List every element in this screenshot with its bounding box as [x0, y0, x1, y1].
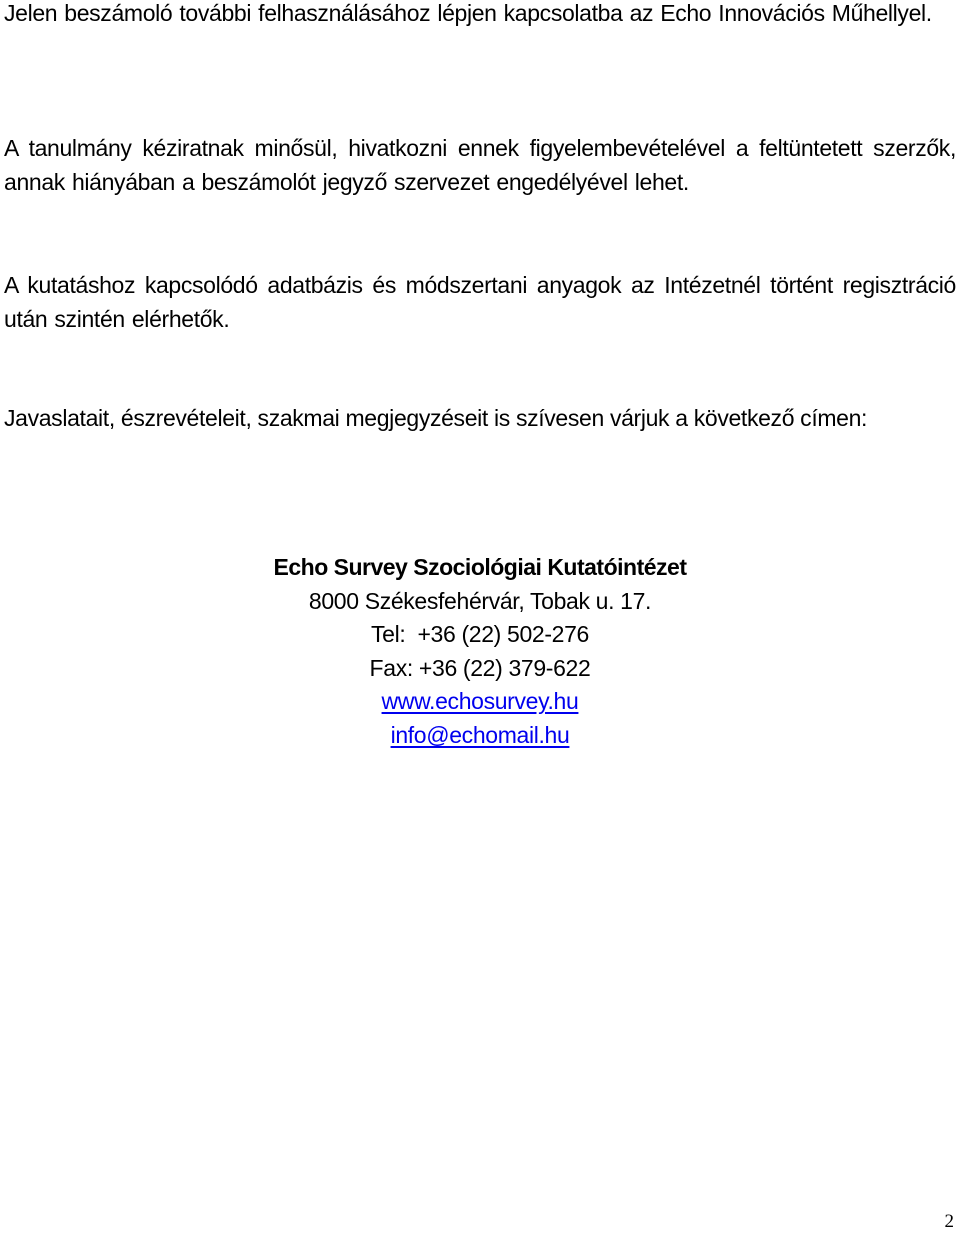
contact-block: [0, 551, 960, 753]
fax-number: Fax: +36 (22) 379-622: [369, 654, 591, 681]
paragraph-citation-note: A tanulmány kéziratnak minősül, hivatkozni ennek figyelembevételével a feltüntetett szerzők, annak hiányában a beszámolót jegyző szervezet engedélyével lehet.: [4, 135, 956, 195]
page-number: 2: [944, 1211, 954, 1232]
paragraph-contact-intro: Jelen beszámoló további felhasználásához lépjen kapcsolatba az Echo Innovációs Műhellyel.: [4, 0, 932, 26]
organization-name: Echo Survey Szociológiai Kutatóintézet: [273, 554, 687, 580]
email-link[interactable]: info@echomail.hu: [390, 721, 570, 748]
paragraph-feedback-request: Javaslatait, észrevételeit, szakmai megjegyzéseit is szívesen várjuk a következő címen:: [4, 405, 868, 431]
website-link[interactable]: www.echosurvey.hu: [381, 688, 579, 715]
paragraph-database-access: A kutatáshoz kapcsolódó adatbázis és módszertani anyagok az Intézetnél történt regisztráció után szintén elérhetők.: [4, 272, 956, 332]
postal-address: 8000 Székesfehérvár, Tobak u. 17.: [308, 587, 652, 614]
phone-number: Tel: +36 (22) 502-276: [371, 621, 589, 648]
